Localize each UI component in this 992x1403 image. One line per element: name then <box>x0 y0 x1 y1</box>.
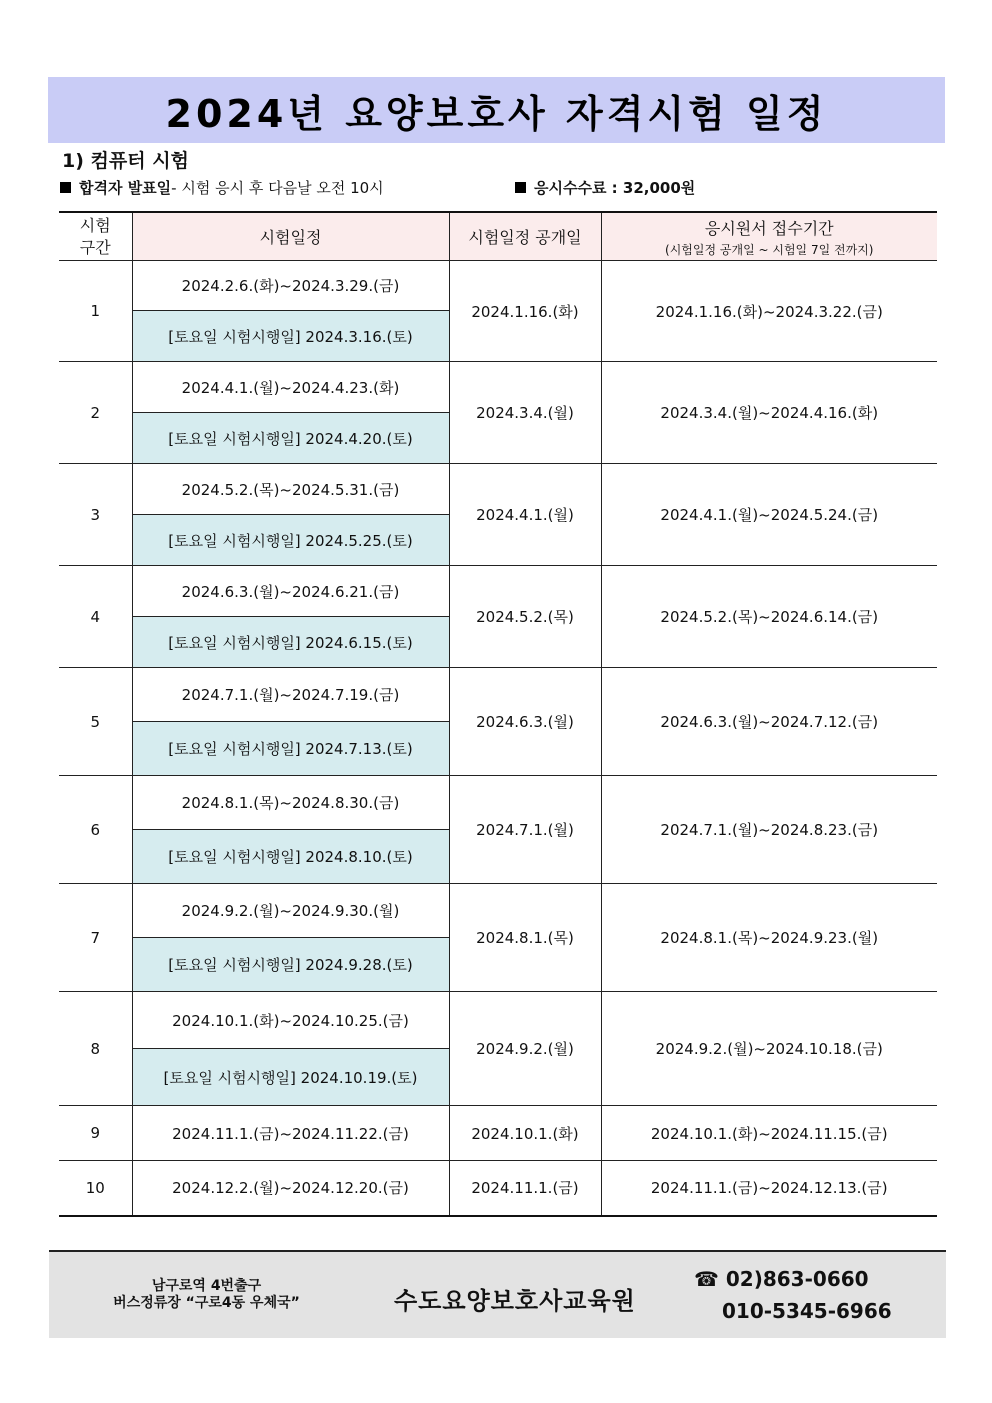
table-row <box>59 884 937 938</box>
schedule-range: 2024.2.6.(화)~2024.3.29.(금) <box>132 261 449 311</box>
application-period: 2024.10.1.(화)~2024.11.15.(금) <box>601 1106 937 1161</box>
period-number: 8 <box>59 992 132 1106</box>
org-name: 수도요양보호사교육원 <box>394 1287 636 1315</box>
table-row <box>59 776 937 830</box>
open-date: 2024.1.16.(화) <box>449 261 601 362</box>
table-row <box>59 566 937 617</box>
page-title: 2024년 요양보호사 자격시험 일정 <box>165 91 828 136</box>
period-number: 9 <box>59 1106 132 1161</box>
saturday-exam-date: [토요일 시험시행일] 2024.5.25.(토) <box>132 515 449 566</box>
table-row <box>59 1161 937 1216</box>
footer-address <box>89 1278 324 1312</box>
schedule-range: 2024.11.1.(금)~2024.11.22.(금) <box>132 1106 449 1161</box>
header-application <box>601 212 937 261</box>
section-heading: 1) 컴퓨터 시험 <box>62 150 189 172</box>
saturday-exam-date: [토요일 시험시행일] 2024.10.19.(토) <box>132 1049 449 1106</box>
schedule-range: 2024.6.3.(월)~2024.6.21.(금) <box>132 566 449 617</box>
open-date: 2024.5.2.(목) <box>449 566 601 668</box>
table-row <box>59 668 937 722</box>
application-period: 2024.1.16.(화)~2024.3.22.(금) <box>601 261 937 362</box>
open-date: 2024.3.4.(월) <box>449 362 601 464</box>
period-number: 6 <box>59 776 132 884</box>
table-row <box>59 1106 937 1161</box>
saturday-exam-date: [토요일 시험시행일] 2024.3.16.(토) <box>132 311 449 362</box>
application-period: 2024.9.2.(월)~2024.10.18.(금) <box>601 992 937 1106</box>
header-period <box>59 212 132 261</box>
table-header-row <box>59 212 937 261</box>
square-bullet-icon <box>515 182 526 193</box>
fee-label: 응시수수료 : 32,000원 <box>534 179 696 197</box>
phone-mobile: 010-5345-6966 <box>722 1299 892 1323</box>
period-number: 3 <box>59 464 132 566</box>
period-number: 5 <box>59 668 132 776</box>
address-line-2: 버스정류장 “구로4동 우체국” <box>113 1295 300 1311</box>
announce-label: 합격자 발표일 <box>79 179 172 197</box>
period-number: 2 <box>59 362 132 464</box>
application-period: 2024.8.1.(목)~2024.9.23.(월) <box>601 884 937 992</box>
open-date: 2024.6.3.(월) <box>449 668 601 776</box>
application-period: 2024.7.1.(월)~2024.8.23.(금) <box>601 776 937 884</box>
period-number: 4 <box>59 566 132 668</box>
period-number: 10 <box>59 1161 132 1216</box>
application-period: 2024.11.1.(금)~2024.12.13.(금) <box>601 1161 937 1216</box>
announce-info <box>60 177 384 198</box>
phone-primary: ☎ 02)863-0660 <box>694 1267 869 1291</box>
schedule-table <box>59 211 937 1217</box>
title-banner <box>48 77 945 143</box>
schedule-range: 2024.9.2.(월)~2024.9.30.(월) <box>132 884 449 938</box>
table-row <box>59 992 937 1049</box>
period-number: 1 <box>59 261 132 362</box>
schedule-range: 2024.5.2.(목)~2024.5.31.(금) <box>132 464 449 515</box>
table-row <box>59 362 937 413</box>
header-application-label: 응시원서 접수기간 <box>704 218 834 238</box>
schedule-range: 2024.7.1.(월)~2024.7.19.(금) <box>132 668 449 722</box>
application-period: 2024.6.3.(월)~2024.7.12.(금) <box>601 668 937 776</box>
header-schedule: 시험일정 <box>132 212 449 261</box>
table-row <box>59 261 937 311</box>
saturday-exam-date: [토요일 시험시행일] 2024.4.20.(토) <box>132 413 449 464</box>
saturday-exam-date: [토요일 시험시행일] 2024.9.28.(토) <box>132 938 449 992</box>
saturday-exam-date: [토요일 시험시행일] 2024.8.10.(토) <box>132 830 449 884</box>
address-line-1: 남구로역 4번출구 <box>151 1278 262 1294</box>
footer <box>49 1250 946 1338</box>
square-bullet-icon <box>60 182 71 193</box>
header-period-text: 시험 구간 <box>79 215 111 257</box>
table-row <box>59 464 937 515</box>
schedule-range: 2024.8.1.(목)~2024.8.30.(금) <box>132 776 449 830</box>
schedule-range: 2024.4.1.(월)~2024.4.23.(화) <box>132 362 449 413</box>
announce-value: - 시험 응시 후 다음날 오전 10시 <box>171 179 384 197</box>
open-date: 2024.10.1.(화) <box>449 1106 601 1161</box>
saturday-exam-date: [토요일 시험시행일] 2024.7.13.(토) <box>132 722 449 776</box>
application-period: 2024.3.4.(월)~2024.4.16.(화) <box>601 362 937 464</box>
saturday-exam-date: [토요일 시험시행일] 2024.6.15.(토) <box>132 617 449 668</box>
schedule-range: 2024.10.1.(화)~2024.10.25.(금) <box>132 992 449 1049</box>
open-date: 2024.8.1.(목) <box>449 884 601 992</box>
open-date: 2024.4.1.(월) <box>449 464 601 566</box>
open-date: 2024.11.1.(금) <box>449 1161 601 1216</box>
open-date: 2024.9.2.(월) <box>449 992 601 1106</box>
header-application-note: (시험일정 공개일 ~ 시험일 7일 전까지) <box>665 242 874 257</box>
header-open-date: 시험일정 공개일 <box>449 212 601 261</box>
application-period: 2024.5.2.(목)~2024.6.14.(금) <box>601 566 937 668</box>
open-date: 2024.7.1.(월) <box>449 776 601 884</box>
schedule-range: 2024.12.2.(월)~2024.12.20.(금) <box>132 1161 449 1216</box>
period-number: 7 <box>59 884 132 992</box>
fee-info <box>515 177 695 198</box>
application-period: 2024.4.1.(월)~2024.5.24.(금) <box>601 464 937 566</box>
